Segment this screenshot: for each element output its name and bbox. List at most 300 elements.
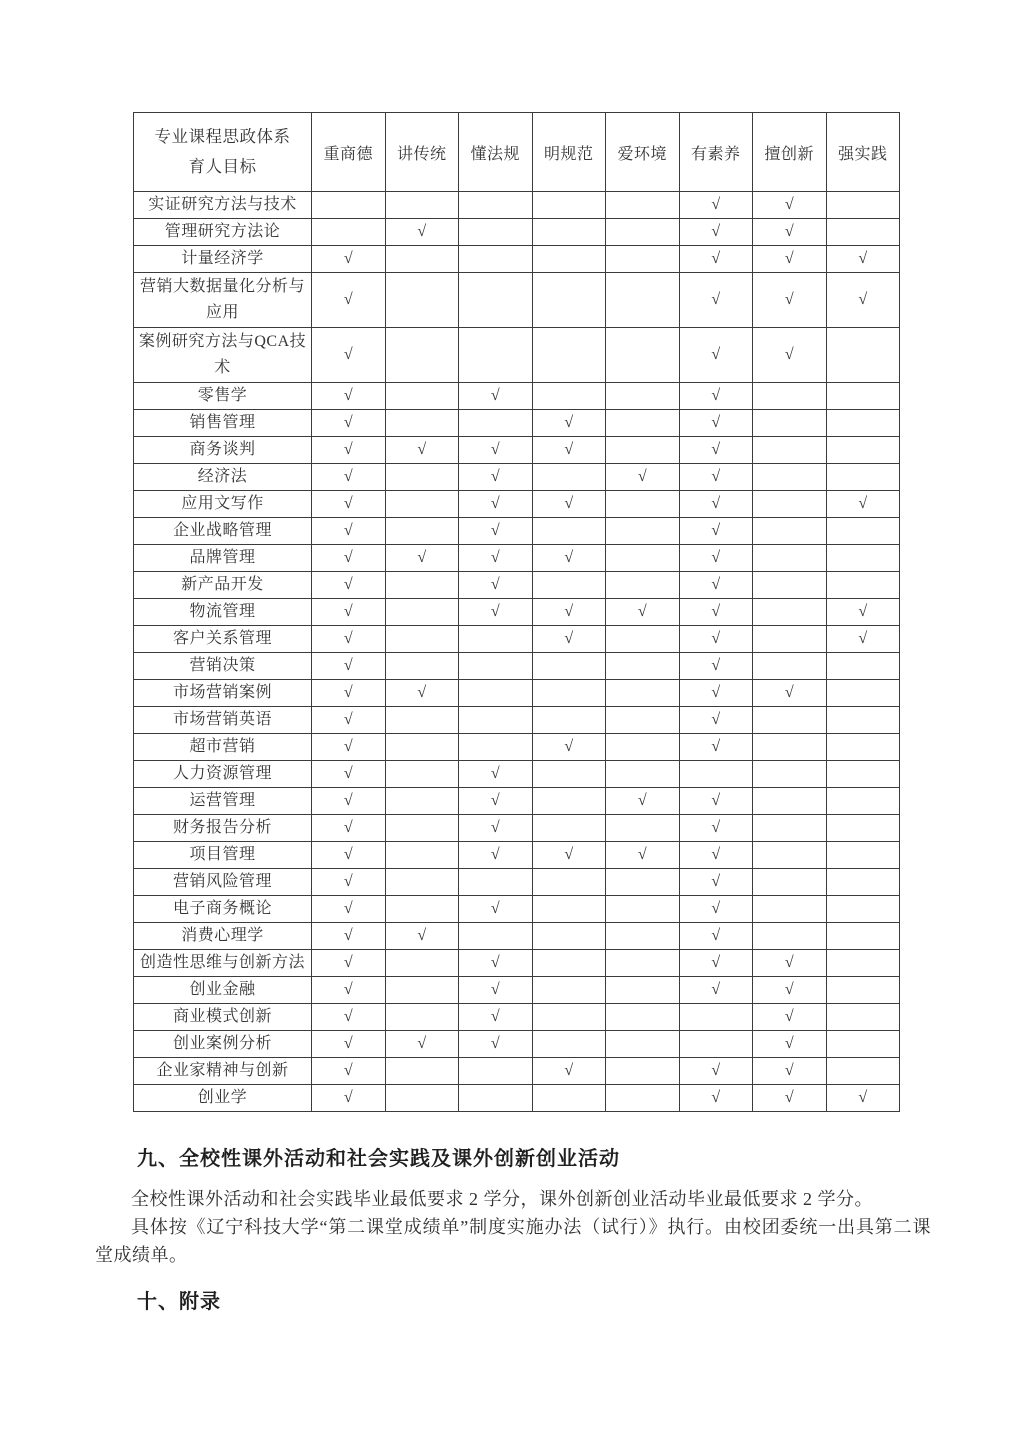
empty-cell xyxy=(826,977,900,1004)
empty-cell xyxy=(532,1031,606,1058)
table-row xyxy=(134,842,900,869)
empty-cell xyxy=(826,842,900,869)
table-row xyxy=(134,815,900,842)
check-mark-cell: √ xyxy=(312,815,386,842)
check-mark-cell: √ xyxy=(312,923,386,950)
table-row xyxy=(134,518,900,545)
empty-cell xyxy=(532,923,606,950)
check-mark-cell: √ xyxy=(679,869,753,896)
table-row xyxy=(134,192,900,219)
empty-cell xyxy=(385,788,459,815)
empty-cell xyxy=(459,653,533,680)
empty-cell xyxy=(606,869,680,896)
table-row xyxy=(134,328,900,383)
check-mark-cell: √ xyxy=(312,273,386,328)
empty-cell xyxy=(459,273,533,328)
check-mark-cell: √ xyxy=(679,734,753,761)
check-mark-cell: √ xyxy=(532,626,606,653)
check-mark-cell: √ xyxy=(532,437,606,464)
empty-cell xyxy=(606,680,680,707)
check-mark-cell: √ xyxy=(679,328,753,383)
empty-cell xyxy=(385,653,459,680)
check-mark-cell: √ xyxy=(679,545,753,572)
empty-cell xyxy=(459,626,533,653)
check-mark-cell: √ xyxy=(459,518,533,545)
check-mark-cell: √ xyxy=(312,680,386,707)
check-mark-cell: √ xyxy=(753,977,827,1004)
check-mark-cell: √ xyxy=(459,383,533,410)
check-mark-cell: √ xyxy=(679,464,753,491)
check-mark-cell: √ xyxy=(459,977,533,1004)
section-ten-heading: 十、附录 xyxy=(137,1291,221,1313)
empty-cell xyxy=(532,653,606,680)
course-name-cell: 市场营销英语 xyxy=(134,707,312,734)
empty-cell xyxy=(826,869,900,896)
empty-cell xyxy=(753,815,827,842)
course-name-cell: 创业金融 xyxy=(134,977,312,1004)
check-mark-cell: √ xyxy=(459,896,533,923)
section-nine-paragraph-2: 具体按《辽宁科技大学“第二课堂成绩单”制度实施办法（试行）》执行。由校团委统一出具第二课堂成绩单。 xyxy=(95,1217,931,1265)
empty-cell xyxy=(606,246,680,273)
check-mark-cell: √ xyxy=(753,950,827,977)
course-name-cell: 销售管理 xyxy=(134,410,312,437)
empty-cell xyxy=(753,842,827,869)
check-mark-cell: √ xyxy=(459,491,533,518)
table-row xyxy=(134,707,900,734)
course-name-cell: 零售学 xyxy=(134,383,312,410)
check-mark-cell: √ xyxy=(679,572,753,599)
course-name-cell: 营销风险管理 xyxy=(134,869,312,896)
check-mark-cell: √ xyxy=(312,1031,386,1058)
check-mark-cell: √ xyxy=(312,788,386,815)
empty-cell xyxy=(385,842,459,869)
empty-cell xyxy=(385,246,459,273)
column-header: 有素养 xyxy=(679,113,753,192)
empty-cell xyxy=(385,734,459,761)
check-mark-cell: √ xyxy=(606,464,680,491)
table-row xyxy=(134,219,900,246)
empty-cell xyxy=(606,977,680,1004)
check-mark-cell: √ xyxy=(532,842,606,869)
course-name-cell: 管理研究方法论 xyxy=(134,219,312,246)
check-mark-cell: √ xyxy=(459,464,533,491)
check-mark-cell: √ xyxy=(312,246,386,273)
empty-cell xyxy=(826,950,900,977)
check-mark-cell: √ xyxy=(312,464,386,491)
check-mark-cell: √ xyxy=(385,219,459,246)
check-mark-cell: √ xyxy=(459,1004,533,1031)
empty-cell xyxy=(753,383,827,410)
empty-cell xyxy=(385,273,459,328)
course-name-cell: 企业家精神与创新 xyxy=(134,1058,312,1085)
check-mark-cell: √ xyxy=(679,896,753,923)
course-name-cell: 品牌管理 xyxy=(134,545,312,572)
check-mark-cell: √ xyxy=(385,680,459,707)
empty-cell xyxy=(826,410,900,437)
empty-cell xyxy=(753,788,827,815)
table-row xyxy=(134,383,900,410)
empty-cell xyxy=(459,410,533,437)
empty-cell xyxy=(312,192,386,219)
empty-cell xyxy=(459,869,533,896)
empty-cell xyxy=(606,572,680,599)
check-mark-cell: √ xyxy=(312,734,386,761)
course-name-cell: 人力资源管理 xyxy=(134,761,312,788)
column-header: 重商德 xyxy=(312,113,386,192)
check-mark-cell: √ xyxy=(753,1085,827,1112)
empty-cell xyxy=(532,192,606,219)
empty-cell xyxy=(826,219,900,246)
empty-cell xyxy=(606,653,680,680)
empty-cell xyxy=(532,896,606,923)
empty-cell xyxy=(459,1058,533,1085)
empty-cell xyxy=(532,761,606,788)
check-mark-cell: √ xyxy=(459,788,533,815)
check-mark-cell: √ xyxy=(312,491,386,518)
check-mark-cell: √ xyxy=(753,1004,827,1031)
check-mark-cell: √ xyxy=(679,680,753,707)
empty-cell xyxy=(385,1085,459,1112)
table-row xyxy=(134,734,900,761)
check-mark-cell: √ xyxy=(679,437,753,464)
empty-cell xyxy=(753,599,827,626)
check-mark-cell: √ xyxy=(459,437,533,464)
check-mark-cell: √ xyxy=(312,1004,386,1031)
empty-cell xyxy=(459,192,533,219)
check-mark-cell: √ xyxy=(679,815,753,842)
empty-cell xyxy=(532,1085,606,1112)
check-mark-cell: √ xyxy=(312,896,386,923)
empty-cell xyxy=(753,545,827,572)
check-mark-cell: √ xyxy=(312,626,386,653)
empty-cell xyxy=(679,1031,753,1058)
check-mark-cell: √ xyxy=(312,1085,386,1112)
empty-cell xyxy=(753,491,827,518)
check-mark-cell: √ xyxy=(679,626,753,653)
check-mark-cell: √ xyxy=(459,761,533,788)
empty-cell xyxy=(753,653,827,680)
table-row xyxy=(134,896,900,923)
course-name-cell: 实证研究方法与技术 xyxy=(134,192,312,219)
empty-cell xyxy=(385,192,459,219)
column-header: 讲传统 xyxy=(385,113,459,192)
empty-cell xyxy=(459,680,533,707)
empty-cell xyxy=(826,923,900,950)
empty-cell xyxy=(459,707,533,734)
table-row xyxy=(134,1004,900,1031)
check-mark-cell: √ xyxy=(679,1085,753,1112)
course-name-cell: 创业学 xyxy=(134,1085,312,1112)
check-mark-cell: √ xyxy=(459,572,533,599)
course-name-cell: 营销决策 xyxy=(134,653,312,680)
empty-cell xyxy=(826,653,900,680)
empty-cell xyxy=(385,815,459,842)
empty-cell xyxy=(385,950,459,977)
empty-cell xyxy=(385,977,459,1004)
empty-cell xyxy=(532,328,606,383)
empty-cell xyxy=(532,788,606,815)
empty-cell xyxy=(606,491,680,518)
empty-cell xyxy=(385,518,459,545)
table-row xyxy=(134,869,900,896)
empty-cell xyxy=(606,383,680,410)
empty-cell xyxy=(826,896,900,923)
table-row xyxy=(134,273,900,328)
empty-cell xyxy=(606,1031,680,1058)
table-row xyxy=(134,246,900,273)
column-header: 强实践 xyxy=(826,113,900,192)
check-mark-cell: √ xyxy=(679,273,753,328)
check-mark-cell: √ xyxy=(312,545,386,572)
table-row xyxy=(134,464,900,491)
check-mark-cell: √ xyxy=(532,1058,606,1085)
empty-cell xyxy=(385,410,459,437)
check-mark-cell: √ xyxy=(753,273,827,328)
check-mark-cell: √ xyxy=(753,1031,827,1058)
empty-cell xyxy=(385,626,459,653)
empty-cell xyxy=(753,734,827,761)
empty-cell xyxy=(532,246,606,273)
empty-cell xyxy=(606,761,680,788)
empty-cell xyxy=(826,464,900,491)
check-mark-cell: √ xyxy=(459,842,533,869)
check-mark-cell: √ xyxy=(679,842,753,869)
empty-cell xyxy=(753,437,827,464)
check-mark-cell: √ xyxy=(312,869,386,896)
corner-header-cell: 专业课程思政体系 育人目标 xyxy=(134,113,312,192)
check-mark-cell: √ xyxy=(385,1031,459,1058)
empty-cell xyxy=(606,707,680,734)
check-mark-cell: √ xyxy=(753,192,827,219)
empty-cell xyxy=(826,572,900,599)
empty-cell xyxy=(385,572,459,599)
check-mark-cell: √ xyxy=(312,572,386,599)
empty-cell xyxy=(532,1004,606,1031)
table-row xyxy=(134,950,900,977)
empty-cell xyxy=(606,1004,680,1031)
empty-cell xyxy=(606,545,680,572)
check-mark-cell: √ xyxy=(312,977,386,1004)
empty-cell xyxy=(385,869,459,896)
table-row xyxy=(134,572,900,599)
check-mark-cell: √ xyxy=(679,788,753,815)
column-header: 懂法规 xyxy=(459,113,533,192)
table-row xyxy=(134,491,900,518)
empty-cell xyxy=(385,896,459,923)
check-mark-cell: √ xyxy=(312,383,386,410)
empty-cell xyxy=(753,707,827,734)
check-mark-cell: √ xyxy=(679,977,753,1004)
empty-cell xyxy=(606,219,680,246)
check-mark-cell: √ xyxy=(753,328,827,383)
empty-cell xyxy=(826,1004,900,1031)
empty-cell xyxy=(826,383,900,410)
empty-cell xyxy=(532,680,606,707)
empty-cell xyxy=(532,464,606,491)
check-mark-cell: √ xyxy=(826,273,900,328)
empty-cell xyxy=(385,1058,459,1085)
course-name-cell: 经济法 xyxy=(134,464,312,491)
course-name-cell: 消费心理学 xyxy=(134,923,312,950)
check-mark-cell: √ xyxy=(312,842,386,869)
empty-cell xyxy=(606,626,680,653)
section-nine-heading: 九、全校性课外活动和社会实践及课外创新创业活动 xyxy=(137,1148,620,1170)
empty-cell xyxy=(753,464,827,491)
table-row xyxy=(134,1085,900,1112)
course-name-cell: 电子商务概论 xyxy=(134,896,312,923)
empty-cell xyxy=(826,707,900,734)
empty-cell xyxy=(826,437,900,464)
empty-cell xyxy=(826,734,900,761)
empty-cell xyxy=(826,815,900,842)
empty-cell xyxy=(606,734,680,761)
table-row xyxy=(134,653,900,680)
check-mark-cell: √ xyxy=(753,1058,827,1085)
empty-cell xyxy=(606,1085,680,1112)
check-mark-cell: √ xyxy=(312,950,386,977)
section-nine-paragraph-1: 全校性课外活动和社会实践毕业最低要求 2 学分，课外创新创业活动毕业最低要求 2 学分。 xyxy=(131,1189,873,1209)
table-row xyxy=(134,626,900,653)
empty-cell xyxy=(606,273,680,328)
check-mark-cell: √ xyxy=(679,1058,753,1085)
body-text-section xyxy=(95,1146,931,1315)
check-mark-cell: √ xyxy=(312,1058,386,1085)
check-mark-cell: √ xyxy=(679,599,753,626)
empty-cell xyxy=(459,1085,533,1112)
empty-cell xyxy=(826,788,900,815)
empty-cell xyxy=(679,761,753,788)
empty-cell xyxy=(753,761,827,788)
empty-cell xyxy=(826,761,900,788)
check-mark-cell: √ xyxy=(753,246,827,273)
empty-cell xyxy=(826,1031,900,1058)
check-mark-cell: √ xyxy=(312,761,386,788)
check-mark-cell: √ xyxy=(679,383,753,410)
empty-cell xyxy=(753,869,827,896)
table-row xyxy=(134,545,900,572)
table-row xyxy=(134,680,900,707)
check-mark-cell: √ xyxy=(312,437,386,464)
check-mark-cell: √ xyxy=(532,491,606,518)
empty-cell xyxy=(459,246,533,273)
check-mark-cell: √ xyxy=(826,246,900,273)
empty-cell xyxy=(826,1058,900,1085)
check-mark-cell: √ xyxy=(606,599,680,626)
empty-cell xyxy=(385,491,459,518)
course-name-cell: 市场营销案例 xyxy=(134,680,312,707)
empty-cell xyxy=(606,1058,680,1085)
check-mark-cell: √ xyxy=(459,599,533,626)
course-name-cell: 项目管理 xyxy=(134,842,312,869)
empty-cell xyxy=(753,518,827,545)
table-row xyxy=(134,1031,900,1058)
course-name-cell: 案例研究方法与QCA技 术 xyxy=(134,328,312,383)
check-mark-cell: √ xyxy=(312,410,386,437)
course-name-cell: 商业模式创新 xyxy=(134,1004,312,1031)
table-row xyxy=(134,923,900,950)
check-mark-cell: √ xyxy=(312,518,386,545)
table-row xyxy=(134,788,900,815)
course-name-cell: 计量经济学 xyxy=(134,246,312,273)
table-row xyxy=(134,1058,900,1085)
course-name-cell: 应用文写作 xyxy=(134,491,312,518)
table-row xyxy=(134,410,900,437)
empty-cell xyxy=(606,437,680,464)
table-row xyxy=(134,599,900,626)
check-mark-cell: √ xyxy=(679,950,753,977)
course-name-cell: 物流管理 xyxy=(134,599,312,626)
empty-cell xyxy=(606,896,680,923)
check-mark-cell: √ xyxy=(826,1085,900,1112)
empty-cell xyxy=(606,950,680,977)
table-row xyxy=(134,761,900,788)
empty-cell xyxy=(459,923,533,950)
check-mark-cell: √ xyxy=(385,437,459,464)
empty-cell xyxy=(385,599,459,626)
table-row xyxy=(134,977,900,1004)
empty-cell xyxy=(385,707,459,734)
curriculum-ideology-matrix-table xyxy=(133,112,900,1112)
check-mark-cell: √ xyxy=(826,599,900,626)
empty-cell xyxy=(532,572,606,599)
course-name-cell: 新产品开发 xyxy=(134,572,312,599)
check-mark-cell: √ xyxy=(679,491,753,518)
check-mark-cell: √ xyxy=(679,192,753,219)
check-mark-cell: √ xyxy=(606,788,680,815)
column-header: 擅创新 xyxy=(753,113,827,192)
empty-cell xyxy=(385,761,459,788)
check-mark-cell: √ xyxy=(385,923,459,950)
empty-cell xyxy=(385,1004,459,1031)
empty-cell xyxy=(532,219,606,246)
check-mark-cell: √ xyxy=(826,626,900,653)
empty-cell xyxy=(753,626,827,653)
check-mark-cell: √ xyxy=(385,545,459,572)
empty-cell xyxy=(532,815,606,842)
empty-cell xyxy=(606,192,680,219)
empty-cell xyxy=(753,896,827,923)
empty-cell xyxy=(532,869,606,896)
empty-cell xyxy=(532,518,606,545)
course-name-cell: 商务谈判 xyxy=(134,437,312,464)
empty-cell xyxy=(606,923,680,950)
table-header-row xyxy=(134,113,900,192)
empty-cell xyxy=(385,383,459,410)
check-mark-cell: √ xyxy=(679,410,753,437)
empty-cell xyxy=(826,328,900,383)
empty-cell xyxy=(606,410,680,437)
check-mark-cell: √ xyxy=(753,680,827,707)
empty-cell xyxy=(826,680,900,707)
check-mark-cell: √ xyxy=(532,599,606,626)
empty-cell xyxy=(753,923,827,950)
empty-cell xyxy=(532,977,606,1004)
empty-cell xyxy=(606,815,680,842)
empty-cell xyxy=(606,518,680,545)
column-header: 爱环境 xyxy=(606,113,680,192)
table-row xyxy=(134,437,900,464)
empty-cell xyxy=(385,464,459,491)
check-mark-cell: √ xyxy=(532,734,606,761)
check-mark-cell: √ xyxy=(459,545,533,572)
check-mark-cell: √ xyxy=(753,219,827,246)
empty-cell xyxy=(532,273,606,328)
check-mark-cell: √ xyxy=(679,518,753,545)
check-mark-cell: √ xyxy=(532,410,606,437)
check-mark-cell: √ xyxy=(606,842,680,869)
check-mark-cell: √ xyxy=(312,707,386,734)
check-mark-cell: √ xyxy=(679,707,753,734)
